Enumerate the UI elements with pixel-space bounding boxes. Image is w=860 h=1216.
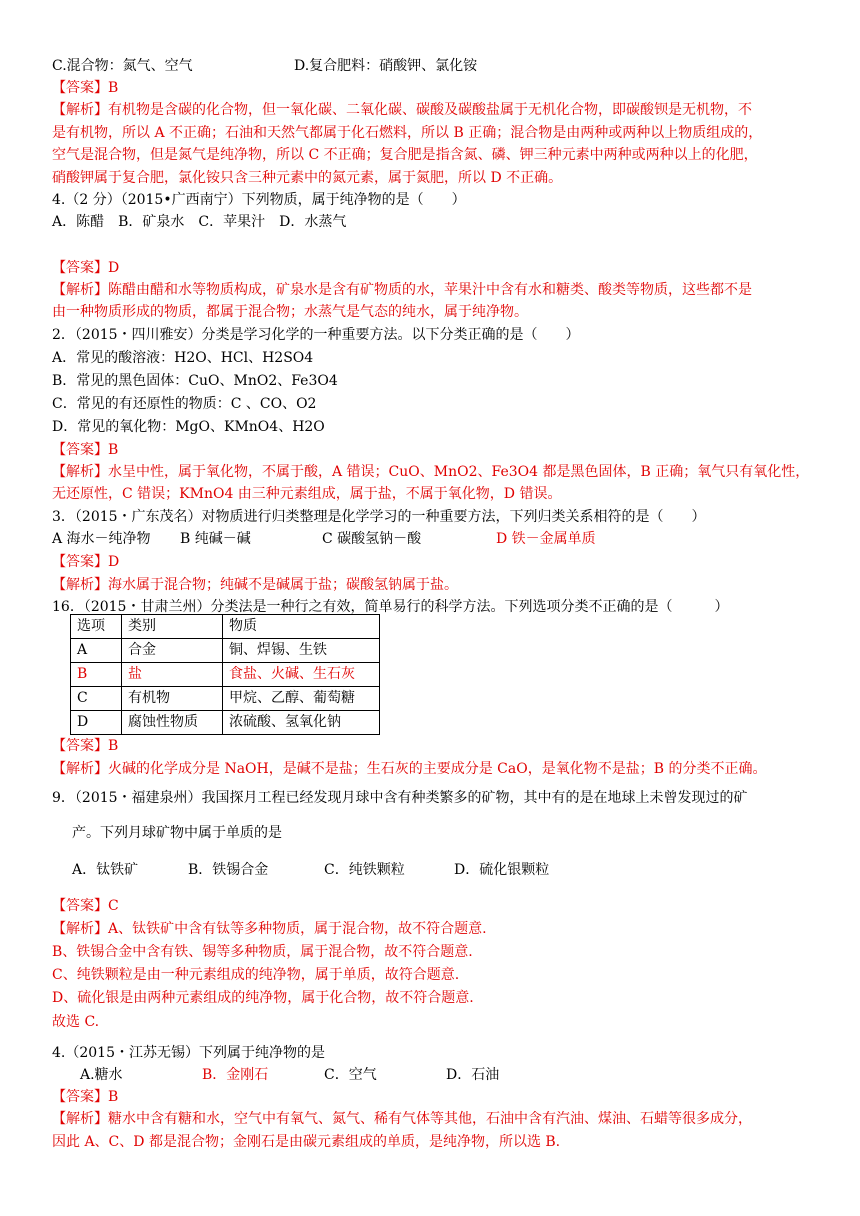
table-cell: B: [71, 663, 122, 687]
explanation-line: 空气是混合物，但是氮气是纯净物，所以 C 不正确；复合肥是指含氮、磷、钾三种元素中两种或两种以上的化肥，: [52, 147, 758, 163]
question-options: A．陈醋 B．矿泉水 C．苹果汁 D．水蒸气: [52, 214, 347, 230]
option-b: B．金刚石: [202, 1067, 269, 1083]
explanation-line: 硝酸钾属于复合肥，氯化铵只含三种元素中的氮元素，属于氮肥，所以 D 不正确。: [52, 170, 563, 186]
table-row: [71, 711, 380, 735]
explanation-line: 【解析】糖水中含有糖和水，空气中有氧气、氮气、稀有气体等其他，石油中含有汽油、煤油、石蜡等很多成分，: [52, 1111, 752, 1127]
question-stem: 2．（2015・四川雅安）分类是学习化学的一种重要方法。以下分类正确的是（ ）: [52, 327, 580, 343]
explanation-line: 无还原性，C 错误；KMnO4 由三种元素组成，属于盐，不属于氧化物，D 错误。: [52, 486, 562, 502]
table-cell: 盐: [122, 663, 223, 687]
answer-line: 【答案】B: [52, 80, 119, 96]
option-a: A．常见的酸溶液：H2O、HCl、H2SO4: [52, 350, 314, 366]
table-cell: 有机物: [122, 687, 223, 711]
table-cell: D: [71, 711, 122, 735]
option-d: D．石油: [446, 1067, 500, 1083]
option-c: C．纯铁颗粒: [324, 862, 405, 878]
question-stem: 3．（2015・广东茂名）对物质进行归类整理是化学学习的一种重要方法，下列归类关系相符的是（ ）: [52, 509, 706, 525]
table-cell: 甲烷、乙醇、葡萄糖: [223, 687, 380, 711]
answer-line: 【答案】D: [52, 554, 120, 570]
table-header: 物质: [223, 615, 380, 639]
question-stem: 4.（2015・江苏无锡）下列属于纯净物的是: [52, 1045, 325, 1061]
table-header: 类别: [122, 615, 223, 639]
table-cell: A: [71, 639, 122, 663]
option-d: D.复合肥料：硝酸钾、氯化铵: [294, 58, 478, 74]
explanation-line: 【解析】水呈中性，属于氧化物，不属于酸，A 错误；CuO、MnO2、Fe3O4 都是黑色固体，B 正确；氧气只有氧化性，: [52, 464, 810, 480]
option-b: B．常见的黑色固体：CuO、MnO2、Fe3O4: [52, 373, 338, 389]
explanation-line: B、铁锡合金中含有铁、锡等多种物质，属于混合物，故不符合题意.: [52, 944, 473, 960]
option-d: D．硫化银颗粒: [454, 862, 550, 878]
question-stem: 9．（2015・福建泉州）我国探月工程已经发现月球中含有种类繁多的矿物，其中有的是在地球上未曾发现过的矿: [52, 790, 748, 806]
option-d: D．常见的氧化物：MgO、KMnO4、H2O: [52, 419, 325, 435]
answer-line: 【答案】B: [52, 1089, 119, 1105]
explanation-line: D、硫化银是由两种元素组成的纯净物，属于化合物，故不符合题意.: [52, 990, 474, 1006]
table-cell: 食盐、火碱、生石灰: [223, 663, 380, 687]
table-cell: 浓硫酸、氢氧化钠: [223, 711, 380, 735]
explanation-line: 【解析】陈醋由醋和水等物质构成，矿泉水是含有矿物质的水，苹果汁中含有水和糖类、酸类等物质，这些都不是: [52, 282, 752, 298]
explanation-line: 【解析】海水属于混合物；纯碱不是碱属于盐；碳酸氢钠属于盐。: [52, 577, 458, 593]
option-c: C．空气: [324, 1067, 377, 1083]
explanation-line: 【解析】有机物是含碳的化合物，但一氧化碳、二氧化碳、碳酸及碳酸盐属于无机化合物，即碳酸钡是无机物，不: [52, 102, 752, 118]
answer-line: 【答案】B: [52, 442, 119, 458]
option-a: A．钛铁矿: [72, 862, 139, 878]
option-b: B．铁锡合金: [188, 862, 269, 878]
option-c: C．常见的有还原性的物质：C 、CO、O2: [52, 396, 317, 412]
table-header-row: [71, 615, 380, 639]
answer-line: 【答案】B: [52, 738, 119, 754]
explanation-line: 是有机物，所以 A 不正确；石油和天然气都属于化石燃料，所以 B 正确；混合物是由两种或两种以上物质组成的，: [52, 125, 763, 141]
classification-table: [70, 614, 380, 735]
explanation-line: 【解析】A、钛铁矿中含有钛等多种物质，属于混合物，故不符合题意.: [52, 921, 487, 937]
option-d: D 铁－金属单质: [496, 531, 596, 547]
table-row-answer: [71, 663, 380, 687]
explanation-line: 故选 C.: [52, 1014, 100, 1030]
option-b: B 纯碱－碱: [180, 531, 251, 547]
table-cell: C: [71, 687, 122, 711]
explanation-line: 因此 A、C、D 都是混合物；金刚石是由碳元素组成的单质，是纯净物，所以选 B.: [52, 1134, 561, 1150]
answer-line: 【答案】C: [52, 898, 119, 914]
explanation-line: 【解析】火碱的化学成分是 NaOH，是碱不是盐；生石灰的主要成分是 CaO，是氧化物不是盐；B 的分类不正确。: [52, 761, 767, 777]
table-row: [71, 639, 380, 663]
table-cell: 铜、焊锡、生铁: [223, 639, 380, 663]
option-c: C 碳酸氢钠－酸: [322, 531, 422, 547]
option-c: C.混合物：氮气、空气: [52, 58, 193, 74]
explanation-line: 由一种物质形成的物质，都属于混合物；水蒸气是气态的纯水，属于纯净物。: [52, 304, 528, 320]
table-row: [71, 687, 380, 711]
question-stem: 16．（2015・甘肃兰州）分类法是一种行之有效，简单易行的科学方法。下列选项分类不正确的是（ ）: [52, 599, 729, 615]
answer-line: 【答案】D: [52, 260, 120, 276]
explanation-line: C、纯铁颗粒是由一种元素组成的纯净物，属于单质，故符合题意.: [52, 967, 460, 983]
option-a: A 海水－纯净物: [52, 531, 151, 547]
table-cell: 合金: [122, 639, 223, 663]
table-header: 选项: [71, 615, 122, 639]
question-stem: 4.（2 分）（2015•广西南宁）下列物质，属于纯净物的是（ ）: [52, 192, 466, 208]
question-stem-continued: 产。下列月球矿物中属于单质的是: [72, 825, 282, 841]
option-a: A.糖水: [80, 1067, 123, 1083]
table-cell: 腐蚀性物质: [122, 711, 223, 735]
